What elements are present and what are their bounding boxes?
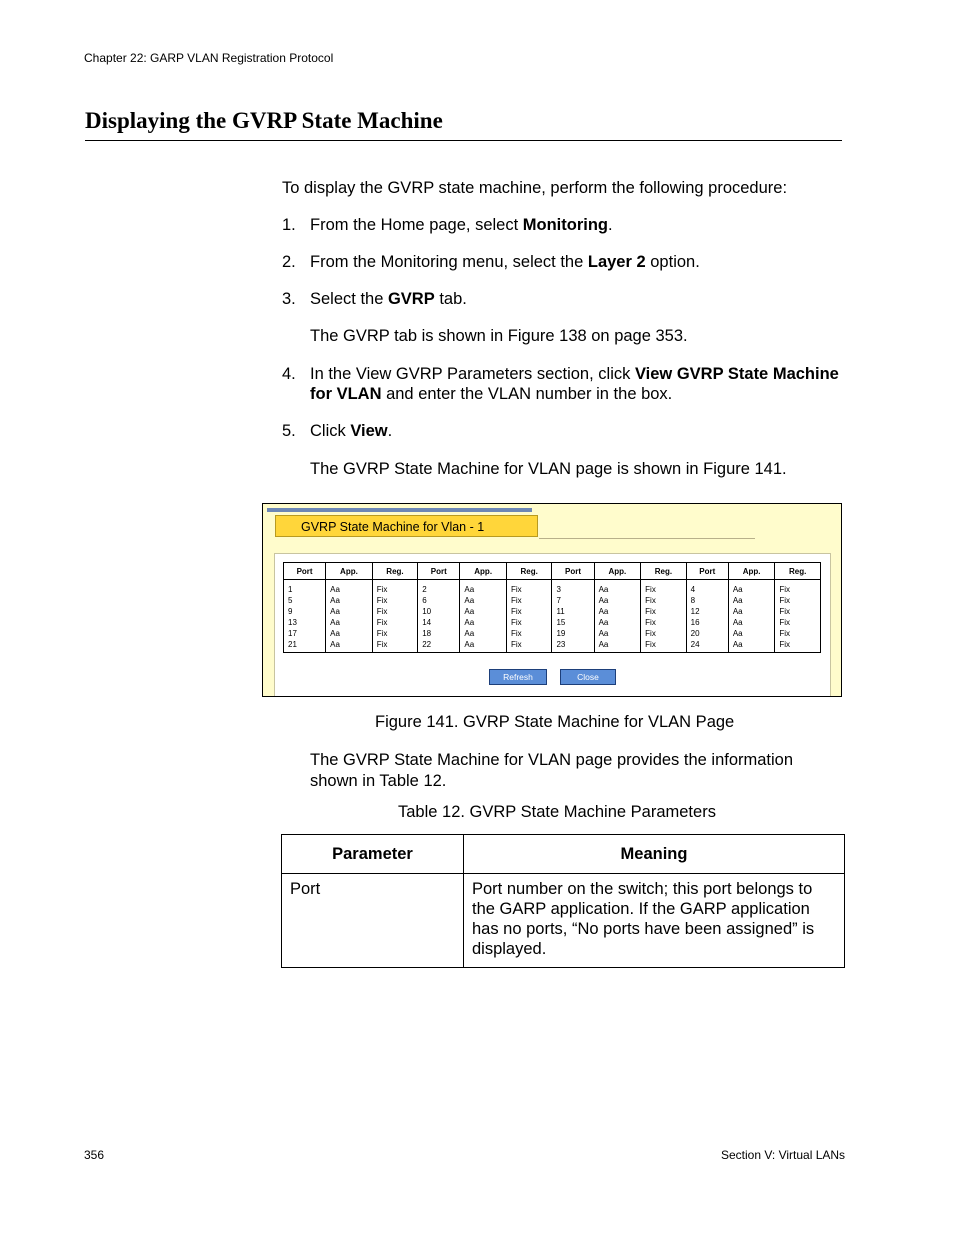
step-3-note: The GVRP tab is shown in Figure 138 on page 353. (310, 327, 688, 345)
table-caption: Table 12. GVRP State Machine Parameters (398, 803, 716, 821)
step-2 (282, 252, 842, 272)
state-table-cell: Fix (506, 617, 551, 628)
state-table-cell: 4 (686, 580, 728, 596)
step-text: Click (310, 422, 351, 440)
state-table-cell: 5 (284, 595, 326, 606)
step-number: 4. (282, 365, 296, 383)
state-table-cell: 24 (686, 639, 728, 653)
state-table-cell: 19 (552, 628, 594, 639)
state-table-cell: 1 (284, 580, 326, 596)
state-table-cell: 2 (418, 580, 460, 596)
state-table-cell: Fix (506, 628, 551, 639)
state-table-row (284, 606, 821, 617)
state-table-cell: Fix (372, 595, 417, 606)
procedure-body (282, 178, 842, 479)
step-bold: View GVRP State Machine for VLAN (310, 365, 839, 403)
state-table-cell: Fix (641, 606, 686, 617)
state-table-cell: 3 (552, 580, 594, 596)
step-number: 1. (282, 216, 296, 234)
step-text-end: . (387, 422, 393, 440)
step-5-note: The GVRP State Machine for VLAN page is shown in Figure 141. (310, 460, 787, 478)
step-bold: Layer 2 (587, 253, 646, 271)
title-rule (85, 140, 842, 141)
state-table-cell: Fix (641, 595, 686, 606)
state-table-cell: 8 (686, 595, 728, 606)
state-table-header: App. (460, 563, 507, 580)
intro-text: To display the GVRP state machine, perform the following procedure: (282, 179, 788, 197)
state-table-row (284, 639, 821, 653)
figure-top-bar (267, 508, 532, 512)
section-footer: Section V: Virtual LANs (721, 1148, 846, 1162)
state-table-cell: Fix (775, 639, 821, 653)
state-table-cell: Aa (460, 595, 507, 606)
state-table-header: Port (284, 563, 326, 580)
state-table-cell: Aa (326, 628, 373, 639)
figure-panel (274, 553, 831, 696)
step-number: 2. (282, 253, 296, 271)
state-table-cell: 23 (552, 639, 594, 653)
state-table-cell: Fix (775, 628, 821, 639)
state-table-cell: Fix (641, 580, 686, 596)
step-text-end: option. (645, 253, 700, 271)
state-table-cell: Fix (641, 628, 686, 639)
state-table-cell: Fix (775, 580, 821, 596)
state-table-cell: Aa (728, 595, 775, 606)
state-table-cell: Aa (326, 606, 373, 617)
state-table-header: Port (686, 563, 728, 580)
step-text-end: . (608, 216, 613, 234)
figure-screenshot (262, 503, 842, 697)
state-table-header: Port (552, 563, 594, 580)
state-table-cell: Aa (594, 639, 641, 653)
state-table-cell: 7 (552, 595, 594, 606)
figure-tab-title[interactable]: GVRP State Machine for Vlan - 1 (275, 515, 538, 537)
state-table-cell: Aa (460, 580, 507, 596)
state-table-cell: Fix (506, 595, 551, 606)
state-machine-table (283, 562, 821, 653)
table-header-parameter: Parameter (282, 835, 464, 874)
state-table-header: Reg. (506, 563, 551, 580)
step-number: 5. (282, 422, 296, 440)
state-table-header: Reg. (775, 563, 821, 580)
step-text: In the View GVRP Parameters section, click (310, 365, 635, 383)
figure-caption: Figure 141. GVRP State Machine for VLAN Page (375, 713, 735, 731)
state-table-cell: Fix (372, 628, 417, 639)
step-5 (282, 421, 842, 441)
step-3 (282, 289, 842, 309)
state-table-cell: Fix (775, 617, 821, 628)
state-table-cell: Aa (594, 580, 641, 596)
state-table-cell: 14 (418, 617, 460, 628)
figure-tab-line (539, 538, 755, 539)
step-text: From the Monitoring menu, select the (310, 253, 588, 271)
step-4 (282, 364, 842, 404)
table-cell-parameter: Port (282, 874, 464, 968)
state-table-cell: Aa (728, 639, 775, 653)
refresh-button[interactable]: Refresh (489, 669, 547, 685)
state-table-cell: Fix (372, 639, 417, 653)
table-header-meaning: Meaning (464, 835, 845, 874)
state-table-cell: 21 (284, 639, 326, 653)
state-table-row (284, 617, 821, 628)
state-table-cell: 12 (686, 606, 728, 617)
step-text: From the Home page, select (310, 216, 523, 234)
state-table-cell: Fix (641, 639, 686, 653)
state-table-cell: Aa (460, 617, 507, 628)
state-table-cell: 15 (552, 617, 594, 628)
state-table-cell: Aa (326, 595, 373, 606)
step-number: 3. (282, 290, 296, 308)
state-table-cell: 10 (418, 606, 460, 617)
section-title: Displaying the GVRP State Machine (85, 108, 443, 133)
state-table-cell: 17 (284, 628, 326, 639)
state-table-cell: Aa (594, 606, 641, 617)
step-bold: GVRP (387, 290, 435, 308)
state-table-cell: Aa (728, 606, 775, 617)
step-text: Select the (310, 290, 388, 308)
state-table-cell: Aa (594, 628, 641, 639)
state-table-cell: Fix (506, 639, 551, 653)
state-table-cell: 22 (418, 639, 460, 653)
state-table-cell: 11 (552, 606, 594, 617)
state-table-header: App. (594, 563, 641, 580)
state-table-cell: Aa (460, 628, 507, 639)
state-table-cell: Aa (728, 628, 775, 639)
step-bold: Monitoring (522, 216, 608, 234)
close-button[interactable]: Close (560, 669, 616, 685)
state-table-header: Port (418, 563, 460, 580)
state-table-cell: Aa (594, 617, 641, 628)
state-table-cell: Fix (506, 606, 551, 617)
state-table-cell: Aa (728, 617, 775, 628)
state-table-cell: Aa (460, 606, 507, 617)
state-table-header: Reg. (641, 563, 686, 580)
state-table-cell: Fix (372, 580, 417, 596)
post-figure-text: The GVRP State Machine for VLAN page provides the information shown in Table 12. (310, 751, 794, 790)
state-table-cell: Aa (326, 580, 373, 596)
state-table-row (284, 595, 821, 606)
state-table-cell: 6 (418, 595, 460, 606)
state-table-cell: 18 (418, 628, 460, 639)
state-table-row (284, 628, 821, 639)
table-cell-meaning: Port number on the switch; this port belongs to the GARP application. If the GARP application has no ports, “No ports have been assigned” is displayed. (464, 874, 845, 968)
state-table-header: App. (326, 563, 373, 580)
page-number: 356 (84, 1148, 105, 1162)
table-row (282, 874, 845, 968)
state-table-cell: Aa (460, 639, 507, 653)
state-table-cell: 20 (686, 628, 728, 639)
running-header: Chapter 22: GARP VLAN Registration Protocol (84, 51, 334, 65)
step-text-end: and enter the VLAN number in the box. (381, 385, 673, 403)
state-table-cell: Aa (594, 595, 641, 606)
state-table-row (284, 580, 821, 596)
state-table-cell: Aa (326, 617, 373, 628)
step-1 (282, 215, 842, 235)
state-table-header: App. (728, 563, 775, 580)
parameters-table (281, 834, 845, 968)
state-table-cell: Fix (506, 580, 551, 596)
state-table-cell: 9 (284, 606, 326, 617)
state-table-cell: Aa (728, 580, 775, 596)
state-table-header: Reg. (372, 563, 417, 580)
state-table-cell: Fix (372, 617, 417, 628)
state-table-cell: Fix (775, 595, 821, 606)
state-table-cell: Fix (775, 606, 821, 617)
step-text-end: tab. (434, 290, 467, 308)
state-table-cell: Fix (372, 606, 417, 617)
post-figure-paragraph (310, 750, 830, 792)
state-table-cell: Fix (641, 617, 686, 628)
state-table-cell: 13 (284, 617, 326, 628)
state-table-cell: Aa (326, 639, 373, 653)
step-bold: View (350, 422, 388, 440)
state-table-cell: 16 (686, 617, 728, 628)
